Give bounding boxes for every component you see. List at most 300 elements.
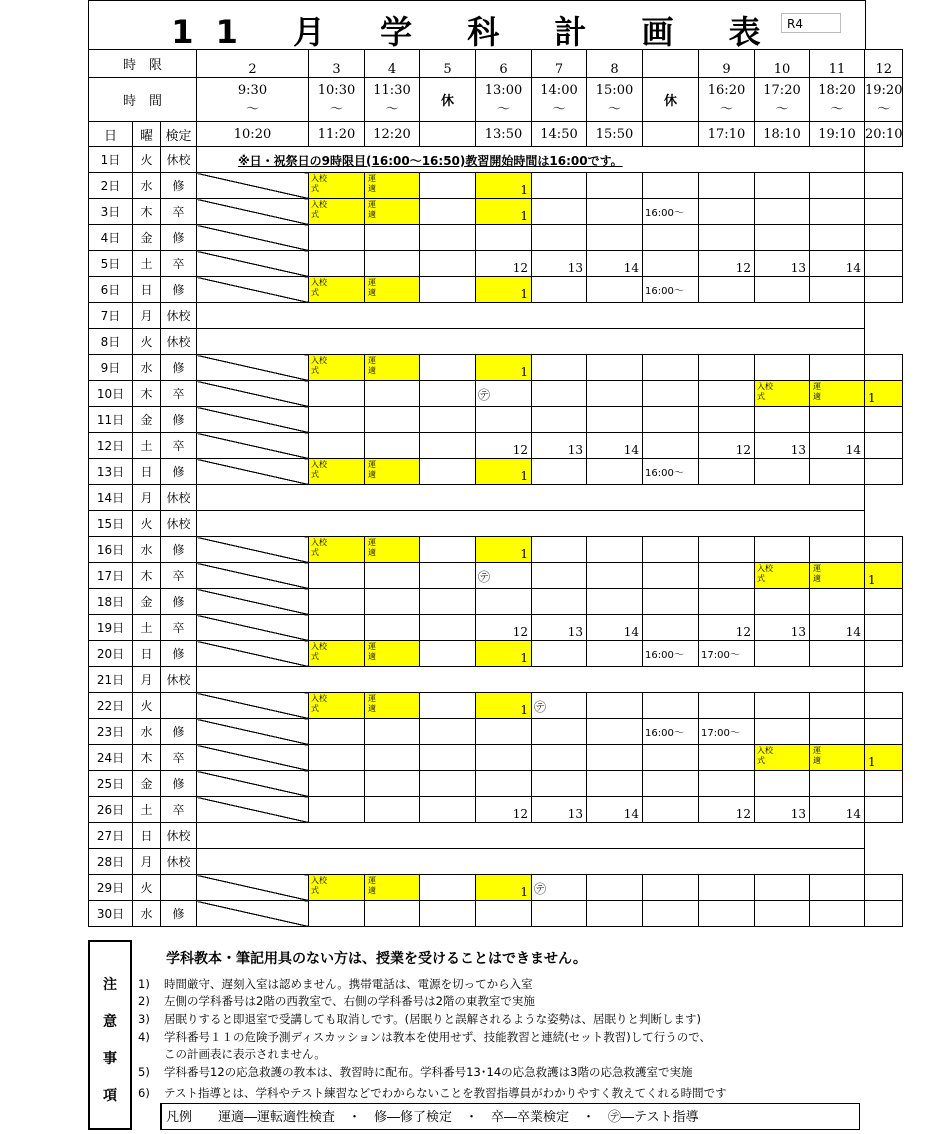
- day-cell: 4日: [89, 225, 133, 251]
- slot-cell: [587, 797, 643, 823]
- slash-cell: [197, 277, 309, 303]
- slot-cell: [365, 693, 420, 719]
- slot-cell: [587, 641, 643, 667]
- lesson-number: 1: [520, 209, 528, 223]
- slot-cell: [420, 693, 476, 719]
- slot-cell: [755, 407, 810, 433]
- slot-cell: [755, 875, 810, 901]
- slot-cell: [865, 277, 903, 303]
- slot-cell: [810, 459, 865, 485]
- slot-cell: [309, 381, 365, 407]
- slot-cell: [755, 199, 810, 225]
- weekday-cell: 水: [133, 901, 161, 927]
- slot-cell: [532, 199, 587, 225]
- tilde: ～: [719, 101, 733, 117]
- slot-cell: [755, 381, 810, 407]
- exam-cell: 修: [161, 537, 197, 563]
- weekday-cell: 月: [133, 849, 161, 875]
- slot-cell: [365, 407, 420, 433]
- slot-cell: [476, 225, 532, 251]
- slot-cell: [420, 641, 476, 667]
- lesson-number: 1: [520, 183, 528, 197]
- schedule-row: [89, 823, 903, 849]
- slot-cell: [865, 225, 903, 251]
- slot-cell: [810, 875, 865, 901]
- weekday-cell: 金: [133, 407, 161, 433]
- slot-cell: [587, 433, 643, 459]
- lesson-number: 1: [520, 469, 528, 483]
- day-cell: 11日: [89, 407, 133, 433]
- slot-cell: [476, 589, 532, 615]
- period-cell: 3: [309, 50, 365, 78]
- aptitude-label: 運 適: [368, 200, 376, 219]
- slot-cell: [365, 797, 420, 823]
- slot-cell: [755, 173, 810, 199]
- entrance-label: 入校 式: [757, 382, 773, 401]
- lesson-number: 1: [868, 573, 876, 587]
- slot-cell: [476, 459, 532, 485]
- slot-cell: [643, 407, 699, 433]
- slot-cell: [865, 251, 903, 277]
- slot-cell: [587, 615, 643, 641]
- weekday-cell: 火: [133, 329, 161, 355]
- slot-cell: [365, 875, 420, 901]
- slot-cell: [810, 355, 865, 381]
- slot-cell: [755, 355, 810, 381]
- day-cell: 21日: [89, 667, 133, 693]
- slot-cell: [309, 199, 365, 225]
- note-item: 3) 居眠りすると即退室で受講しても取消しです。(居眠りと誤解されるような姿勢は、居眠りと判断します): [138, 1012, 702, 1026]
- slot-cell: [865, 537, 903, 563]
- slot-cell: [309, 693, 365, 719]
- time-label: 時 間: [89, 78, 197, 122]
- slot-cell: [643, 199, 699, 225]
- slash-cell: [197, 875, 309, 901]
- slot-cell: [587, 875, 643, 901]
- schedule-row: [89, 849, 903, 875]
- slot-cell: [587, 199, 643, 225]
- slot-cell: [865, 459, 903, 485]
- slot-cell: [699, 433, 755, 459]
- slot-cell: [699, 251, 755, 277]
- lesson-number: 13: [790, 261, 806, 275]
- slash-cell: [197, 719, 309, 745]
- start-note: 16:00～: [645, 650, 684, 661]
- aptitude-label: 運 適: [368, 460, 376, 479]
- slot-cell: [810, 199, 865, 225]
- slot-cell: [532, 563, 587, 589]
- year-tag: R4: [781, 13, 841, 33]
- schedule-row: [89, 875, 903, 901]
- slot-cell: [699, 693, 755, 719]
- slot-cell: [865, 901, 903, 927]
- test-mark: ㋢: [534, 700, 547, 714]
- lesson-number: 1: [520, 651, 528, 665]
- end-time-cell: 20:10: [865, 122, 903, 147]
- end-time-cell: 18:10: [755, 122, 810, 147]
- slot-cell: [755, 771, 810, 797]
- schedule-row: [89, 615, 903, 641]
- slot-cell: [309, 641, 365, 667]
- slot-cell: [420, 407, 476, 433]
- slash-cell: [197, 199, 309, 225]
- slot-cell: [365, 719, 420, 745]
- start-time: 10:30: [317, 82, 356, 98]
- time-cell: [476, 78, 532, 122]
- slot-cell: [309, 537, 365, 563]
- slot-cell: [643, 589, 699, 615]
- time-cell: [865, 78, 903, 122]
- day-cell: 1日: [89, 147, 133, 173]
- slot-cell: [755, 615, 810, 641]
- slash-cell: [197, 771, 309, 797]
- slot-cell: [476, 719, 532, 745]
- weekday-cell: 火: [133, 147, 161, 173]
- slot-cell: [309, 563, 365, 589]
- time-cell: [755, 78, 810, 122]
- lesson-number: 12: [512, 443, 528, 457]
- note-item: 5) 学科番号12の応急救護の教本は、教習時に配布。学科番号13･14の応急救護は3階の応急救護室で実施: [138, 1065, 693, 1079]
- sunday-notice: ※日・祝祭日の9時限目(16:00～16:50)教習開始時間は16:00です。: [238, 154, 623, 168]
- exam-cell: 休校: [161, 823, 197, 849]
- exam-cell: 休校: [161, 511, 197, 537]
- start-note: 16:00～: [645, 208, 684, 219]
- page-title: 11 月 学 科 計 画 表: [171, 13, 783, 51]
- note-item: 1) 時間厳守、遅刻入室は認めません。携帯電話は、電源を切ってから入室: [138, 977, 533, 991]
- weekday-cell: 日: [133, 459, 161, 485]
- header-period-row: [89, 50, 903, 78]
- slot-cell: [810, 225, 865, 251]
- slot-cell: [865, 589, 903, 615]
- exam-cell: 修: [161, 173, 197, 199]
- slot-cell: [865, 693, 903, 719]
- warning-text: 学科教本・筆記用具のない方は、授業を受けることはできません。: [166, 951, 587, 967]
- slot-cell: [476, 745, 532, 771]
- lesson-number: 14: [623, 807, 639, 821]
- period-cell: 5: [420, 50, 476, 78]
- lesson-number: 12: [512, 625, 528, 639]
- slash-cell: [197, 797, 309, 823]
- day-cell: 12日: [89, 433, 133, 459]
- weekday-cell: 木: [133, 745, 161, 771]
- entrance-label: 入校 式: [757, 564, 773, 583]
- period-cell: 9: [699, 50, 755, 78]
- lesson-number: 13: [790, 443, 806, 457]
- note-item: 2) 左側の学科番号は2階の西教室で、右側の学科番号は2階の東教室で実施: [138, 994, 535, 1008]
- day-label: 日: [89, 122, 133, 147]
- aptitude-label: 運 適: [368, 356, 376, 375]
- slot-cell: [865, 173, 903, 199]
- slot-cell: [420, 745, 476, 771]
- lesson-number: 13: [567, 443, 583, 457]
- slot-cell: [643, 641, 699, 667]
- period-label: 時 限: [89, 50, 197, 78]
- slot-cell: [309, 251, 365, 277]
- schedule-row: [89, 589, 903, 615]
- slot-cell: [810, 563, 865, 589]
- exam-cell: 修: [161, 719, 197, 745]
- tilde: ～: [830, 101, 844, 117]
- end-time-cell: [420, 122, 476, 147]
- exam-cell: 修: [161, 407, 197, 433]
- schedule-row: [89, 225, 903, 251]
- slot-cell: [643, 277, 699, 303]
- slot-cell: [532, 719, 587, 745]
- slot-cell: [532, 615, 587, 641]
- time-cell: [587, 78, 643, 122]
- slot-cell: [865, 641, 903, 667]
- slot-cell: [476, 797, 532, 823]
- slot-cell: [309, 745, 365, 771]
- slot-cell: [643, 719, 699, 745]
- slot-cell: [755, 277, 810, 303]
- slot-cell: [532, 745, 587, 771]
- slot-cell: [532, 797, 587, 823]
- slot-cell: [587, 277, 643, 303]
- entrance-label: 入校 式: [311, 174, 327, 193]
- weekday-cell: 火: [133, 511, 161, 537]
- slot-cell: [532, 355, 587, 381]
- slot-cell: [810, 407, 865, 433]
- exam-cell: 卒: [161, 745, 197, 771]
- schedule-row: [89, 173, 903, 199]
- slot-cell: [643, 355, 699, 381]
- lesson-number: 14: [623, 625, 639, 639]
- schedule-row: [89, 199, 903, 225]
- note-item: この計画表に表示されません。: [164, 1047, 326, 1061]
- slot-cell: [365, 225, 420, 251]
- slash-cell: [197, 459, 309, 485]
- slot-cell: [420, 381, 476, 407]
- slot-cell: [810, 173, 865, 199]
- slot-cell: [587, 745, 643, 771]
- slot-cell: [810, 797, 865, 823]
- exam-cell: 卒: [161, 615, 197, 641]
- slot-cell: [587, 719, 643, 745]
- slot-cell: [420, 225, 476, 251]
- day-cell: 30日: [89, 901, 133, 927]
- start-time: 19:20: [865, 82, 903, 98]
- period-cell: 12: [865, 50, 903, 78]
- slot-cell: [532, 407, 587, 433]
- exam-cell: [161, 693, 197, 719]
- aptitude-label: 運 適: [368, 694, 376, 713]
- start-time: 9:30: [237, 82, 268, 98]
- schedule-row: [89, 693, 903, 719]
- start-time: 17:20: [763, 82, 801, 98]
- slot-cell: [309, 173, 365, 199]
- slot-cell: [810, 745, 865, 771]
- day-cell: 17日: [89, 563, 133, 589]
- slot-cell: [365, 563, 420, 589]
- slot-cell: [309, 277, 365, 303]
- slot-cell: [420, 901, 476, 927]
- start-time: 15:00: [595, 82, 634, 98]
- slot-cell: [365, 537, 420, 563]
- slot-cell: [476, 173, 532, 199]
- weekday-cell: 水: [133, 173, 161, 199]
- title-box: [88, 0, 866, 50]
- weekday-cell: 火: [133, 875, 161, 901]
- slot-cell: [699, 173, 755, 199]
- slash-cell: [197, 251, 309, 277]
- slot-cell: [587, 251, 643, 277]
- slot-cell: [865, 433, 903, 459]
- slot-cell: [365, 641, 420, 667]
- day-cell: 3日: [89, 199, 133, 225]
- day-cell: 9日: [89, 355, 133, 381]
- schedule-row: [89, 407, 903, 433]
- slot-cell: [755, 225, 810, 251]
- exam-cell: 卒: [161, 433, 197, 459]
- slot-cell: [476, 251, 532, 277]
- weekday-cell: 金: [133, 225, 161, 251]
- slot-cell: [420, 251, 476, 277]
- aptitude-label: 運 適: [368, 174, 376, 193]
- schedule-row: [89, 797, 903, 823]
- slot-cell: [699, 771, 755, 797]
- notes-section: [88, 940, 864, 1134]
- slot-cell: [865, 407, 903, 433]
- entrance-label: 入校 式: [311, 200, 327, 219]
- slot-cell: [699, 563, 755, 589]
- slot-cell: [309, 901, 365, 927]
- start-note: 16:00～: [645, 286, 684, 297]
- entrance-label: 入校 式: [311, 694, 327, 713]
- lesson-number: 1: [520, 547, 528, 561]
- slot-cell: [420, 199, 476, 225]
- closed-span: [197, 329, 865, 355]
- rest-label: 休: [440, 94, 454, 109]
- slot-cell: [309, 589, 365, 615]
- slot-cell: [476, 901, 532, 927]
- slot-cell: [810, 771, 865, 797]
- exam-cell: [161, 875, 197, 901]
- aptitude-label: 運 適: [368, 876, 376, 895]
- test-mark: ㋢: [534, 882, 547, 896]
- day-cell: 19日: [89, 615, 133, 641]
- time-cell: [420, 78, 476, 122]
- exam-cell: 休校: [161, 849, 197, 875]
- lesson-number: 13: [790, 625, 806, 639]
- slot-cell: [420, 563, 476, 589]
- weekday-cell: 日: [133, 823, 161, 849]
- slot-cell: [755, 537, 810, 563]
- exam-cell: 修: [161, 771, 197, 797]
- day-cell: 25日: [89, 771, 133, 797]
- header-end-row: [89, 122, 903, 147]
- aptitude-label: 運 適: [368, 278, 376, 297]
- slot-cell: [365, 615, 420, 641]
- slot-cell: [643, 901, 699, 927]
- day-cell: 10日: [89, 381, 133, 407]
- slot-cell: [810, 901, 865, 927]
- start-time: 13:00: [484, 82, 523, 98]
- start-time: 16:20: [707, 82, 746, 98]
- slot-cell: [699, 381, 755, 407]
- slot-cell: [699, 199, 755, 225]
- notes-char: 意: [103, 1014, 117, 1030]
- entrance-label: 入校 式: [311, 538, 327, 557]
- slot-cell: [699, 797, 755, 823]
- weekday-cell: 日: [133, 277, 161, 303]
- period-cell: 10: [755, 50, 810, 78]
- slot-cell: [532, 277, 587, 303]
- note-item: 6) テスト指導とは、学科やテスト練習などでわからないことを教習指導員がわかりやすく教えてくれる時間です: [138, 1086, 727, 1100]
- slot-cell: [365, 381, 420, 407]
- slash-cell: [197, 563, 309, 589]
- end-time-cell: 17:10: [699, 122, 755, 147]
- end-time-cell: 13:50: [476, 122, 532, 147]
- exam-cell: 卒: [161, 381, 197, 407]
- slot-cell: [365, 433, 420, 459]
- slot-cell: [810, 589, 865, 615]
- slot-cell: [365, 277, 420, 303]
- slot-cell: [420, 797, 476, 823]
- weekday-cell: 土: [133, 433, 161, 459]
- day-cell: 29日: [89, 875, 133, 901]
- slot-cell: [755, 719, 810, 745]
- slot-cell: [865, 199, 903, 225]
- slot-cell: [476, 693, 532, 719]
- period-cell: [643, 50, 699, 78]
- tilde: ～: [552, 101, 566, 117]
- aptitude-label: 運 適: [368, 538, 376, 557]
- slot-cell: [699, 719, 755, 745]
- start-note: 16:00～: [645, 728, 684, 739]
- entrance-label: 入校 式: [311, 278, 327, 297]
- exam-cell: 卒: [161, 563, 197, 589]
- slot-cell: [810, 381, 865, 407]
- slot-cell: [699, 615, 755, 641]
- lesson-number: 1: [520, 885, 528, 899]
- slot-cell: [865, 355, 903, 381]
- slash-cell: [197, 901, 309, 927]
- slot-cell: [587, 381, 643, 407]
- exam-cell: 卒: [161, 797, 197, 823]
- slot-cell: [309, 615, 365, 641]
- lesson-number: 12: [512, 261, 528, 275]
- slot-cell: [587, 537, 643, 563]
- period-cell: 4: [365, 50, 420, 78]
- start-time: 14:00: [540, 82, 578, 98]
- slot-cell: [309, 459, 365, 485]
- exam-cell: 休校: [161, 485, 197, 511]
- exam-cell: 修: [161, 589, 197, 615]
- end-time-cell: [643, 122, 699, 147]
- day-cell: 16日: [89, 537, 133, 563]
- day-cell: 23日: [89, 719, 133, 745]
- slash-cell: [197, 433, 309, 459]
- slot-cell: [865, 615, 903, 641]
- lesson-number: 12: [735, 807, 751, 821]
- time-cell: [810, 78, 865, 122]
- schedule-row: [89, 641, 903, 667]
- weekday-cell: 金: [133, 771, 161, 797]
- slot-cell: [420, 173, 476, 199]
- notes-label-box: [88, 940, 132, 1130]
- slot-cell: [587, 459, 643, 485]
- slot-cell: [699, 459, 755, 485]
- slash-cell: [197, 407, 309, 433]
- slash-cell: [197, 693, 309, 719]
- end-time-cell: 14:50: [532, 122, 587, 147]
- schedule-row: [89, 433, 903, 459]
- slot-cell: [365, 771, 420, 797]
- slot-cell: [476, 199, 532, 225]
- slot-cell: [587, 563, 643, 589]
- weekday-cell: 木: [133, 199, 161, 225]
